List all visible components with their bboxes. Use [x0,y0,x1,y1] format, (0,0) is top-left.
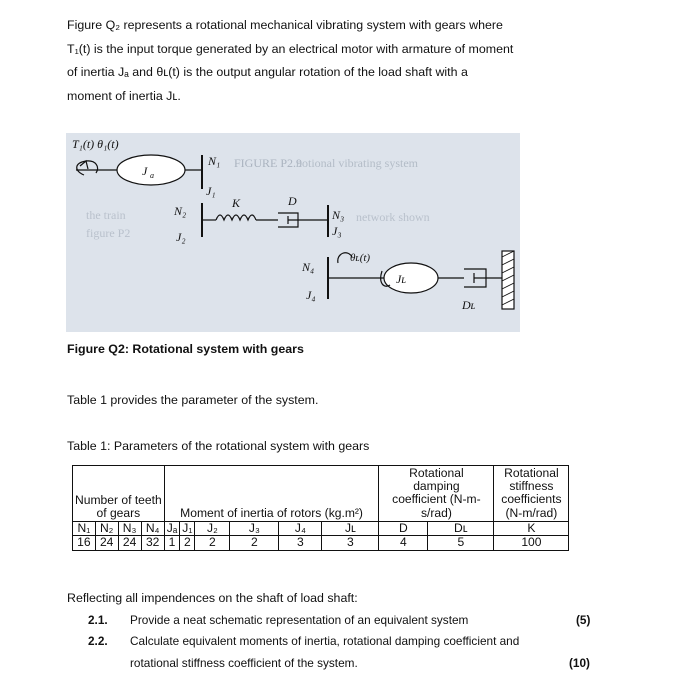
intro-line-1: Figure Q₂ represents a rotational mechanical vibrating system with gears where [67,18,503,32]
parameter-table [72,465,569,551]
value-cell: 32 [141,536,164,550]
intro-paragraph [67,14,627,108]
value-cell: 3 [322,536,379,550]
svg-text:J₁: J₁ [206,184,216,198]
svg-text:J₂: J₂ [176,230,186,244]
question-text: Provide a neat schematic representation of an equivalent system [130,613,469,627]
svg-text:J₄: J₄ [306,288,316,302]
svg-text:N₁: N₁ [208,154,221,168]
svg-text:J₃: J₃ [332,224,342,238]
intro-line-4: moment of inertia Jʟ. [67,88,181,103]
header-cell: N₃ [118,521,141,535]
header-cell: Jʟ [322,521,379,535]
header-cell: N₄ [141,521,164,535]
svg-text:θʟ(t): θʟ(t) [350,252,371,264]
header-cell: Jₐ [164,521,180,535]
question-number: 2.1. [88,613,108,627]
ja-label: J [142,164,148,178]
svg-text:N₄: N₄ [302,260,315,274]
value-cell: 2 [180,536,195,550]
figure-caption: Figure Q2: Rotational system with gears [67,342,304,356]
figure-gear-system [66,133,520,332]
question-marks: (5) [576,613,591,627]
question-text-line-2: rotational stiffness coefficient of the system. [130,656,358,670]
header-cell: J₁ [180,521,195,535]
value-cell: 24 [95,536,118,550]
question-2-1 [0,613,682,633]
value-cell: 100 [494,536,569,550]
svg-text:Dʟ: Dʟ [462,298,476,312]
ghost-text: FIGURE P2.9 [234,156,303,170]
intro-line-2: T₁(t) is the input torque generated by an electrical motor with armature of moment [67,41,514,56]
svg-text:network shown: network shown [356,210,430,224]
header-cell: Dʟ [428,521,494,535]
intro-line-3: of inertia Jₐ and θʟ(t) is the output angular rotation of the load shaft with a [67,65,468,80]
header-cell: N₂ [95,521,118,535]
ja-rotor [117,155,185,185]
question-marks: (10) [569,656,590,670]
header-cell: J₂ [195,521,230,535]
header-cell: D [379,521,428,535]
value-cell: 5 [428,536,494,550]
value-cell: 3 [279,536,322,550]
header-cell: J₃ [230,521,279,535]
jl-rotor [384,263,438,293]
table-group-row [73,466,569,522]
table-value-row [73,536,569,550]
reflect-instruction: Reflecting all impendences on the shaft of load shaft: [67,591,358,605]
group-stiffness: Rotational stiffness coefficients (N-m/rad) [494,466,569,522]
group-damping: Rotational damping coefficient (N-m- s/rad) [379,466,494,522]
value-cell: 4 [379,536,428,550]
gear-system-diagram [66,133,520,332]
table-title: Table 1: Parameters of the rotational system with gears [67,439,370,453]
svg-text:the train: the train [86,208,126,222]
value-cell: 1 [164,536,180,550]
svg-text:K: K [232,196,241,210]
svg-text:figure P2: figure P2 [86,226,131,240]
header-cell: K [494,521,569,535]
svg-text:N₂: N₂ [174,204,187,218]
svg-text:D: D [288,194,297,208]
svg-text:N₃: N₃ [332,208,345,222]
question-number: 2.2. [88,634,108,648]
question-text: Calculate equivalent moments of inertia, rotational damping coefficient and [130,634,520,648]
question-2-2-continued [0,656,682,676]
value-cell: 16 [73,536,96,550]
value-cell: 24 [118,536,141,550]
question-2-2 [0,634,682,654]
svg-text:Jʟ: Jʟ [396,272,407,286]
header-cell: J₄ [279,521,322,535]
input-torque-label: T₁(t) θ₁(t) [72,137,119,151]
svg-text:notional vibrating system: notional vibrating system [296,156,418,170]
svg-text:a: a [150,171,154,180]
group-inertia: Moment of inertia of rotors (kg.m²) [164,466,379,522]
value-cell: 2 [195,536,230,550]
header-cell: N₁ [73,521,96,535]
table-header-row [73,521,569,535]
value-cell: 2 [230,536,279,550]
group-teeth: Number of teeth of gears [73,466,165,522]
table-intro: Table 1 provides the parameter of the system. [67,393,319,407]
